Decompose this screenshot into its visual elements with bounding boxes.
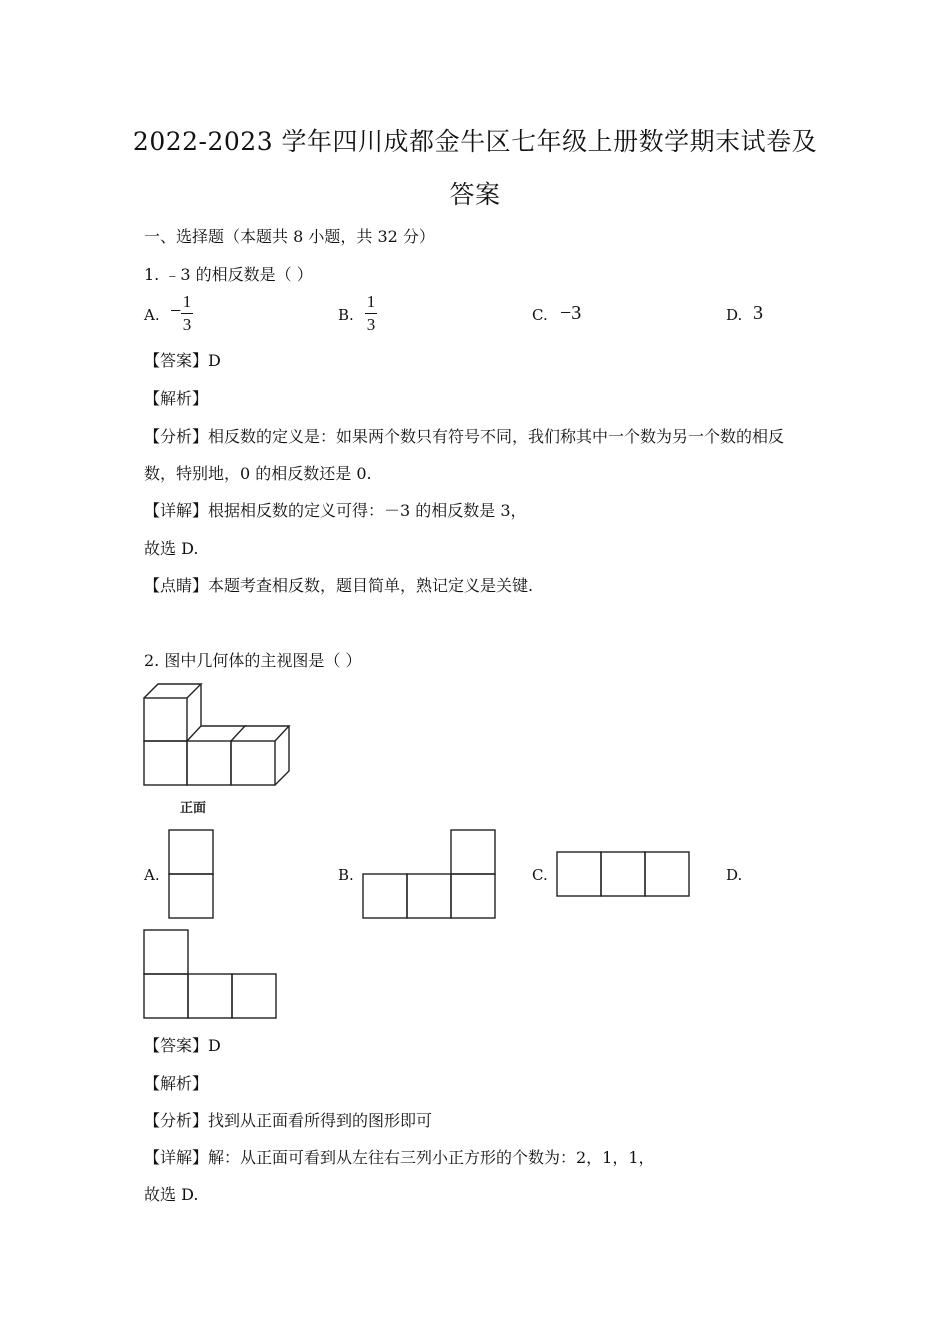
cube-top-face	[245, 726, 289, 741]
section-heading: 一、选择题（本题共 8 小题，共 32 分）	[144, 227, 435, 246]
square	[407, 874, 451, 918]
document-title-line1: 2022-2023 学年四川成都金牛区七年级上册数学期末试卷及	[132, 127, 818, 156]
q2-option-a-label: A.	[144, 866, 160, 884]
q1-answer: 【答案】D	[144, 351, 221, 370]
q2-conclusion: 故选 D.	[144, 1185, 199, 1204]
q1-conclusion: 故选 D.	[144, 539, 199, 558]
q1-option-a-sign: −	[170, 300, 182, 322]
q1-option-c-label: C.	[532, 306, 548, 324]
q1-option-d-label: D.	[726, 306, 743, 324]
square	[363, 874, 407, 918]
fraction-bar	[181, 313, 193, 314]
q2-detail: 【详解】解：从正面可看到从左往右三列小正方形的个数为：2，1，1，	[144, 1148, 655, 1167]
square	[169, 874, 213, 918]
q2-option-c-label: C.	[532, 866, 548, 884]
q1-stem: 1. ﹣3 的相反数是（ ）	[144, 265, 313, 284]
square	[601, 852, 645, 896]
cube-front-face	[187, 741, 231, 785]
q2-option-b-figure	[362, 829, 496, 919]
square	[188, 974, 232, 1018]
q2-analysis: 【分析】找到从正面看所得到的图形即可	[144, 1111, 433, 1130]
q1-option-b-label: B.	[338, 306, 354, 324]
q2-option-d-label: D.	[726, 866, 743, 884]
square	[557, 852, 601, 896]
square	[645, 852, 689, 896]
q2-option-a-figure	[168, 829, 214, 919]
fraction-bar	[365, 313, 377, 314]
q1-analysis-line2: 数，特别地，0 的相反数还是 0.	[144, 464, 372, 483]
cube-front-face	[231, 741, 275, 785]
q2-option-b-label: B.	[338, 866, 354, 884]
square	[451, 830, 495, 874]
q1-analysis-heading: 【解析】	[144, 389, 209, 408]
q2-stem: 2. 图中几何体的主视图是（ ）	[144, 651, 362, 670]
square	[232, 974, 276, 1018]
q1-detail: 【详解】根据相反数的定义可得：－3 的相反数是 3，	[144, 501, 527, 520]
q2-analysis-heading: 【解析】	[144, 1074, 209, 1093]
q1-option-b-numerator: 1	[366, 292, 376, 311]
cube-side-face	[187, 684, 201, 741]
q1-option-a-numerator: 1	[182, 292, 192, 311]
q1-option-a-fraction	[181, 292, 193, 335]
q2-option-d-figure	[143, 929, 277, 1019]
q1-option-b-fraction	[365, 292, 377, 335]
q1-option-a-label: A.	[144, 306, 160, 324]
q1-comment: 【点睛】本题考查相反数，题目简单，熟记定义是关键.	[144, 576, 534, 595]
square	[169, 830, 213, 874]
square	[144, 930, 188, 974]
q1-analysis-line1: 【分析】相反数的定义是：如果两个数只有符号不同，我们称其中一个数为另一个数的相反	[144, 427, 785, 446]
cube-top-face	[144, 684, 201, 698]
q2-option-c-figure	[556, 851, 690, 897]
cube-top-face	[201, 726, 245, 741]
q1-option-d-value: 3	[753, 302, 763, 324]
q1-option-c-value: −3	[560, 302, 582, 324]
q1-option-a-denominator: 3	[182, 315, 192, 334]
cube-front-face	[144, 741, 187, 785]
q2-solid-figure	[140, 678, 300, 793]
square	[451, 874, 495, 918]
cube-side-face	[275, 726, 289, 785]
q1-option-b-denominator: 3	[366, 315, 376, 334]
q2-front-view-label: 正面	[180, 801, 207, 816]
document-title-line2: 答案	[449, 180, 501, 209]
cube-front-face	[144, 698, 187, 741]
square	[144, 974, 188, 1018]
q2-answer: 【答案】D	[144, 1036, 221, 1055]
